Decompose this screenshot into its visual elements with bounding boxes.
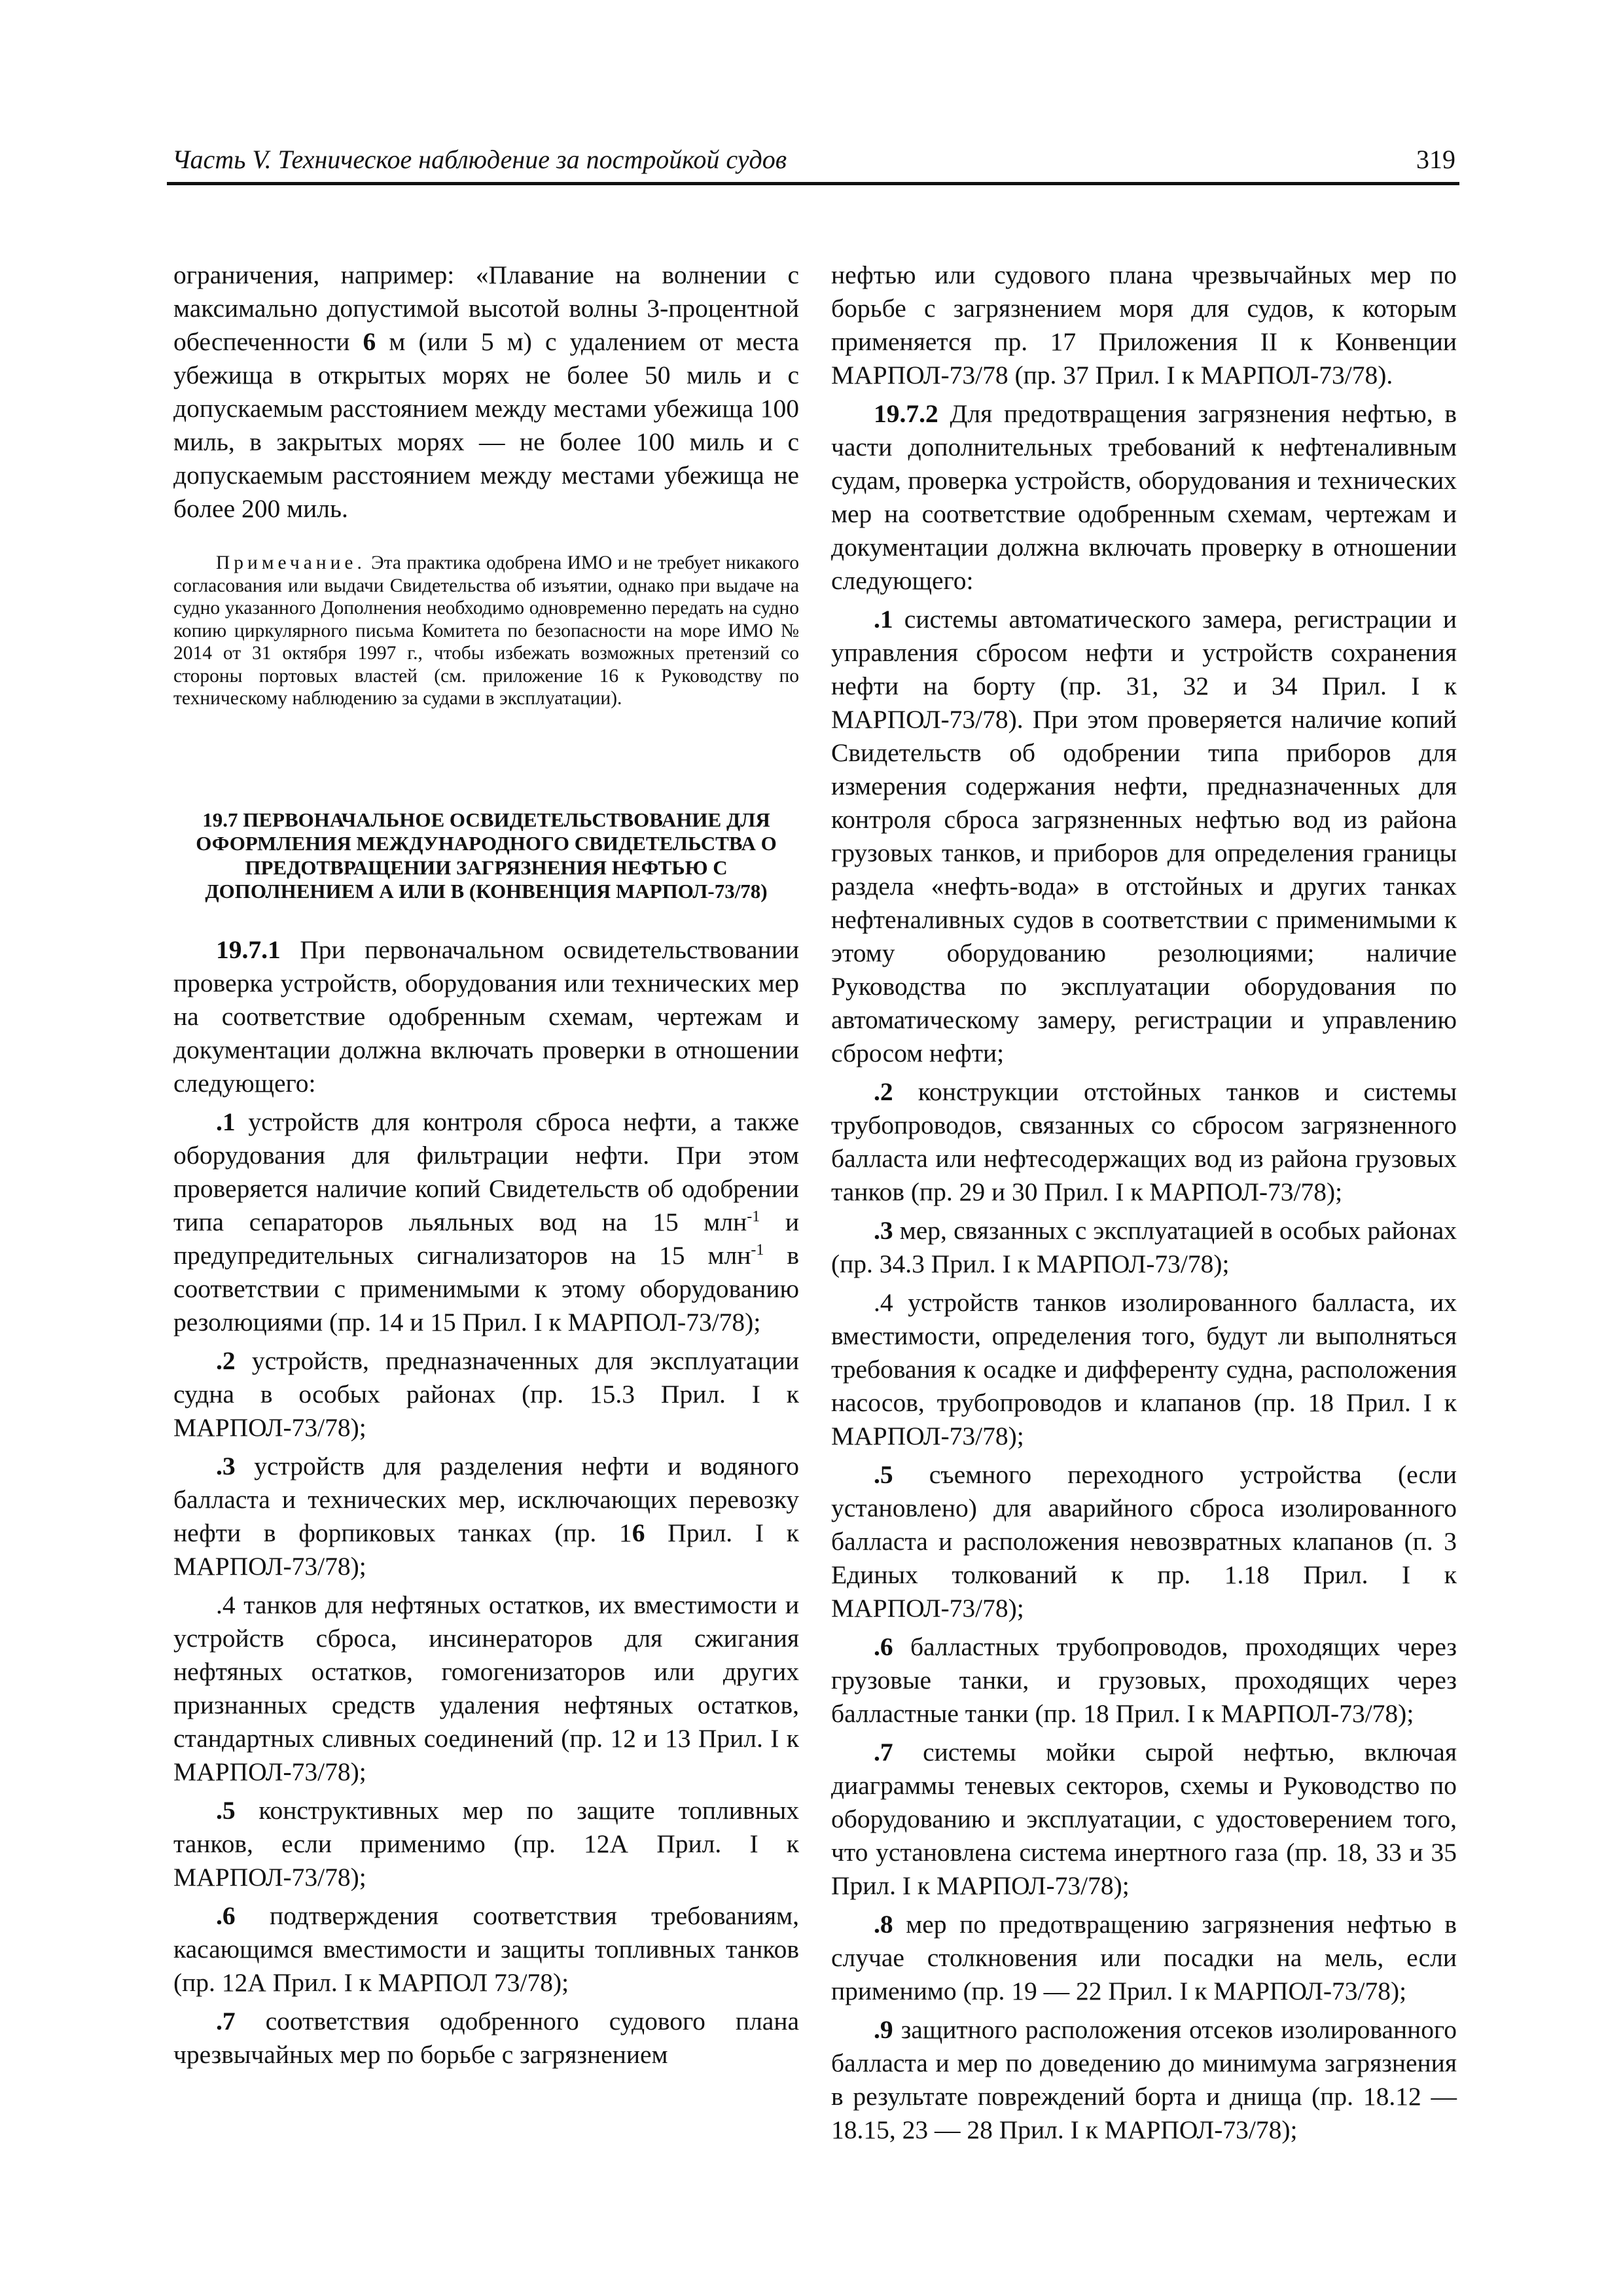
note xyxy=(173,552,799,710)
list-item: .7 системы мойки сырой нефтью, включая диаграммы теневых секторов, схемы и Руководство по оборудованию и эксплуатации, с удостоверением того, что установлена система инертного газа (пр. 18, 33 и 35 Прил. I к МАРПОЛ-73/78); xyxy=(831,1738,1457,1900)
list-item: .1 устройств для контроля сброса нефти, а также оборудования для фильтрации нефти. При этом проверяется наличие копий Свидетельств об одобрении типа сепараторов льяльных вод на 15 млн$^{-1}$ и предупредительных сигнализаторов на 15 млн$^{-1}$ в соответствии с применимыми к этому оборудованию резолюциями (пр. 14 и 15 Прил. I к МАРПОЛ-73/78); xyxy=(173,1107,800,1336)
list-item: .5 конструктивных мер по защите топливных танков, если применимо (пр. 12А Прил. I к МАРПОЛ-73/78); xyxy=(173,1795,799,1892)
list-item: .3 устройств для разделения нефти и водяного балласта и технических мер, исключающих перевозку нефти в форпиковых танках (пр. 16 Прил. I к МАРПОЛ-73/78); xyxy=(173,1451,799,1581)
list-item: .4 танков для нефтяных остатков, их вместимости и устройств сброса, инсинераторов для сжигания нефтяных остатков, гомогенизаторов или других признанных средств удаления нефтяных остатков, стандартных сливных соединений (пр. 12 и 13 Прил. I к МАРПОЛ-73/78); xyxy=(173,1590,799,1786)
paragraph-continuation: нефтью или судового плана чрезвычайных мер по борьбе с загрязнением моря для судов, к которым применяется пр. 17 Приложения II к Конвенции МАРПОЛ-73/78 (пр. 37 Прил. I к МАРПОЛ-73/78). xyxy=(831,260,1457,389)
list-item: .5 съемного переходного устройства (если установлено) для аварийного сброса изолированного балласта и расположения невозвратных клапанов (п. 3 Единых толкований к пр. 1.18 Прил. I к МАРПОЛ-73/78); xyxy=(831,1460,1457,1623)
list-item: .9 защитного расположения отсеков изолированного балласта и мер по доведению до минимума загрязнения в результате повреждений борта и днища (пр. 18.12 — 18.15, 23 — 28 Прил. I к МАРПОЛ-73/78); xyxy=(831,2015,1457,2144)
note-text: Эта практика одобрена ИМО и не требует никакого согласования или выдачи Свидетельства об изъятии, однако при выдаче на судно указанного Дополнения необходимо одновременно передать на судно копию циркулярного письма Комитета по безопасности на море ИМО № 2014 от 31 октября 1997 г., чтобы избежать возможных претензий со стороны портовых властей (см. приложение 16 к Руководству по техническому наблюдению за судами в эксплуатации). xyxy=(173,552,799,709)
header-title: Часть V. Техническое наблюдение за постройкой судов xyxy=(172,145,787,174)
section-heading: 19.7 ПЕРВОНАЧАЛЬНОЕ ОСВИДЕТЕЛЬСТВОВАНИЕ ДЛЯ ОФОРМЛЕНИЯ МЕЖДУНАРОДНОГО СВИДЕТЕЛЬСТВА О ПРЕДОТВРАЩЕНИИ ЗАГРЯЗНЕНИЯ НЕФТЬЮ С ДОПОЛНЕНИЕМ А ИЛИ В (КОНВЕНЦИЯ МАРПОЛ-73/78) xyxy=(196,808,777,903)
page-number: 319 xyxy=(1416,145,1455,174)
paragraph-19-7-2: 19.7.2 Для предотвращения загрязнения нефтью, в части дополнительных требований к нефтеналивным судам, проверка устройств, оборудования и технических мер на соответствие одобренным схемам, чертежам и документации должна включать проверку в отношении следующего: xyxy=(831,399,1457,595)
list-item: .3 мер, связанных с эксплуатацией в особых районах (пр. 34.3 Прил. I к МАРПОЛ-73/78); xyxy=(831,1216,1457,1278)
list-item: .7 соответствия одобренного судового плана чрезвычайных мер по борьбе с загрязнением xyxy=(173,2006,799,2069)
list-item: .2 конструкции отстойных танков и системы трубопроводов, связанных со сбросом загрязненного балласта или нефтесодержащих вод из района грузовых танков (пр. 29 и 30 Прил. I к МАРПОЛ-73/78); xyxy=(831,1077,1457,1206)
list-item: .4 устройств танков изолированного балласта, их вместимости, определения того, будут ли выполняться требования к осадке и дифференту судна, расположения насосов, трубопроводов и клапанов (пр. 18 Прил. I к МАРПОЛ-73/78); xyxy=(831,1288,1457,1450)
list-item: .6 балластных трубопроводов, проходящих через грузовые танки, и грузовых, проходящих через балластные танки (пр. 18 Прил. I к МАРПОЛ-73/78); xyxy=(831,1632,1457,1728)
paragraph-19-7-1: 19.7.1 При первоначальном освидетельствовании проверка устройств, оборудования или технических мер на соответствие одобренным схемам, чертежам и документации должна включать проверки в отношении следующего: xyxy=(173,935,799,1098)
right-column xyxy=(831,259,1457,2152)
note-label: Примечание. xyxy=(216,552,366,573)
list-item: .6 подтверждения соответствия требованиям, касающимся вместимости и защиты топливных танков (пр. 12А Прил. I к МАРПОЛ 73/78); xyxy=(173,1901,799,1997)
running-header xyxy=(167,143,1459,185)
list-item: .8 мер по предотвращению загрязнения нефтью в случае столкновения или посадки на мель, если применимо (пр. 19 — 22 Прил. I к МАРПОЛ-73/78); xyxy=(831,1910,1457,2005)
left-column xyxy=(173,259,799,2077)
list-item: .1 системы автоматического замера, регистрации и управления сбросом нефти и устройств сохранения нефти на борту (пр. 31, 32 и 34 Прил. I к МАРПОЛ-73/78). При этом проверяется наличие копий Свидетельств об одобрении типа приборов для измерения содержания нефти, предназначенных для контроля сброса загрязненных нефтью вод из района грузовых танков, и приборов для определения границы раздела «нефть-вода» в отстойных и других танках нефтеналивных судов в соответствии с применимыми к этому оборудованию резолюциями; наличие Руководства по эксплуатации оборудования по автоматическому замеру, регистрации и управлению сбросом нефти; xyxy=(831,605,1457,1067)
paragraph-continuation: ограничения, например: «Плавание на волнении с максимально допустимой высотой волны 3-процентной обеспеченности 6 м (или 5 м) с удалением от места убежища в открытых морях не более 50 миль и с допускаемым расстоянием между местами убежища 100 миль, в закрытых морях — не более 100 миль и с допускаемым расстоянием между местами убежища не более 200 миль. xyxy=(173,260,800,523)
list-item: .2 устройств, предназначенных для эксплуатации судна в особых районах (пр. 15.3 Прил. I к МАРПОЛ-73/78); xyxy=(173,1346,799,1442)
